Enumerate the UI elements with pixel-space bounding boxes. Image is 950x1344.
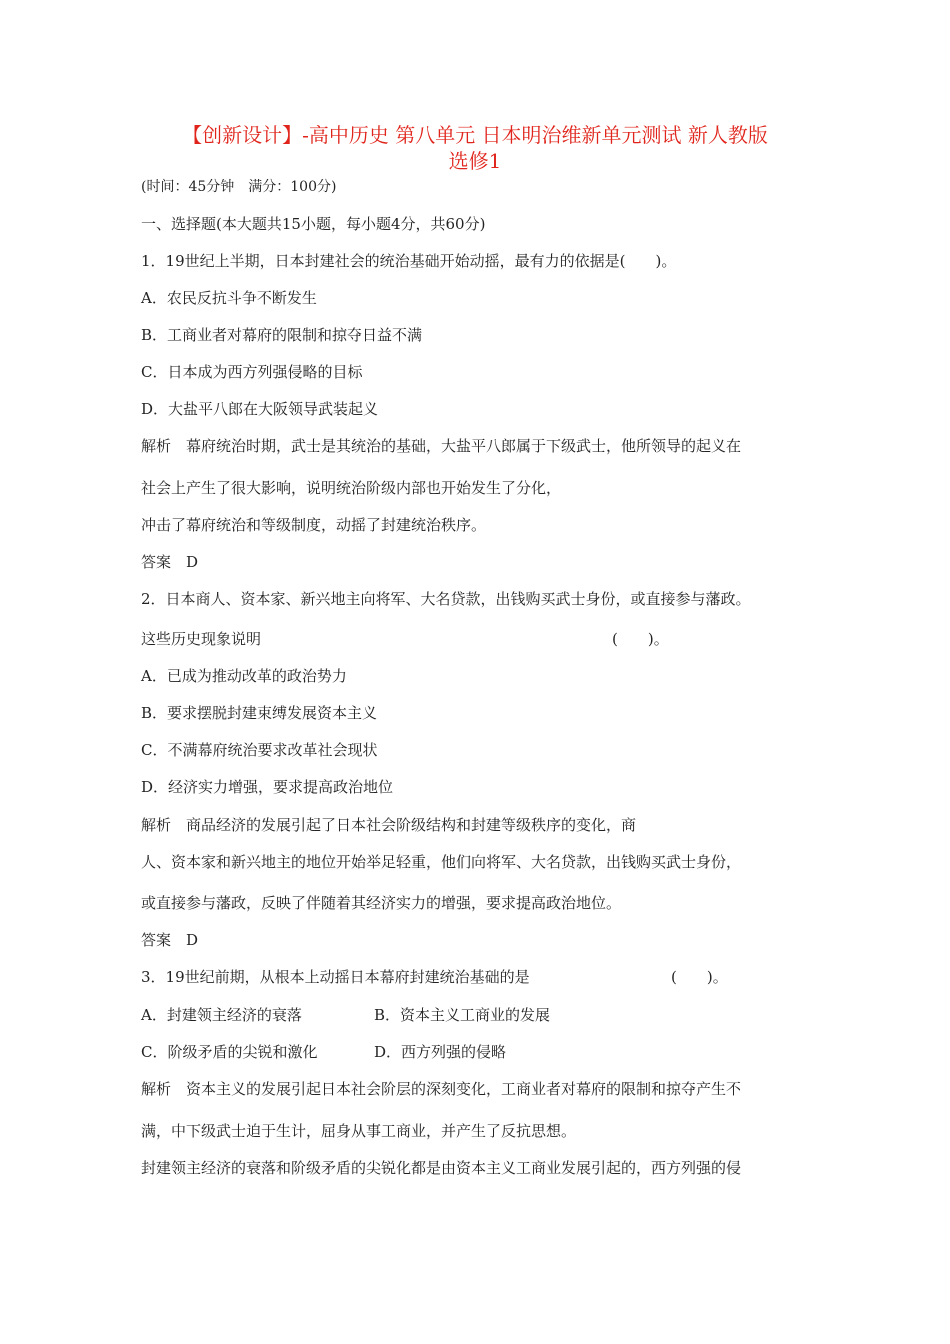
- option-d: D．经济实力增强，要求提高政治地位: [141, 778, 394, 796]
- analysis-line: 或直接参与藩政，反映了伴随着其经济实力的增强，要求提高政治地位。: [141, 894, 622, 912]
- analysis-line: 解析 幕府统治时期，武士是其统治的基础，大盐平八郎属于下级武士，他所领导的起义在: [141, 437, 742, 455]
- answer: 答案 D: [141, 553, 199, 571]
- answer-bracket: ( )。: [671, 968, 728, 986]
- option-c: C．日本成为西方列强侵略的目标: [141, 363, 363, 381]
- document-title-line-1: 【创新设计】-高中历史 第八单元 日本明治维新单元测试 新人教版: [182, 123, 768, 147]
- option-c: C．阶级矛盾的尖锐和激化: [141, 1043, 318, 1061]
- question-stem: 1．19世纪上半期，日本封建社会的统治基础开始动摇，最有力的依据是( )。: [141, 252, 677, 270]
- analysis-line: 封建领主经济的衰落和阶级矛盾的尖锐化都是由资本主义工商业发展引起的，西方列强的侵: [141, 1159, 742, 1177]
- analysis-line: 满，中下级武士迫于生计，屈身从事工商业，并产生了反抗思想。: [141, 1122, 577, 1140]
- option-b: B．资本主义工商业的发展: [374, 1006, 551, 1024]
- option-d: D．西方列强的侵略: [374, 1043, 507, 1061]
- question-stem: 2．日本商人、资本家、新兴地主向将军、大名贷款，出钱购买武士身份，或直接参与藩政。: [141, 590, 751, 608]
- analysis-line: 解析 商品经济的发展引起了日本社会阶级结构和封建等级秩序的变化，商: [141, 816, 637, 834]
- option-b: B．要求摆脱封建束缚发展资本主义: [141, 704, 378, 722]
- analysis-line: 人、资本家和新兴地主的地位开始举足轻重，他们向将军、大名贷款，出钱购买武士身份，: [141, 853, 742, 871]
- analysis-line: 冲击了幕府统治和等级制度，动摇了封建统治秩序。: [141, 516, 487, 534]
- option-c: C．不满幕府统治要求改革社会现状: [141, 741, 378, 759]
- option-a: A．农民反抗斗争不断发生: [141, 289, 317, 307]
- document-title-line-2: 选修1: [448, 149, 502, 173]
- exam-meta: (时间：45分钟 满分：100分): [141, 179, 337, 195]
- option-a: A．已成为推动改革的政治势力: [141, 667, 347, 685]
- option-d: D．大盐平八郎在大阪领导武装起义: [141, 400, 379, 418]
- answer: 答案 D: [141, 931, 199, 949]
- question-stem-line-2: 这些历史现象说明: [141, 630, 262, 648]
- section-header: 一、选择题(本大题共15小题，每小题4分，共60分): [141, 215, 486, 233]
- analysis-line: 解析 资本主义的发展引起日本社会阶层的深刻变化，工商业者对幕府的限制和掠夺产生不: [141, 1080, 742, 1098]
- option-a: A．封建领主经济的衰落: [141, 1006, 302, 1024]
- analysis-line: 社会上产生了很大影响，说明统治阶级内部也开始发生了分化，: [141, 479, 562, 497]
- answer-bracket: ( )。: [612, 630, 669, 648]
- question-stem: 3．19世纪前期，从根本上动摇日本幕府封建统治基础的是: [141, 968, 530, 986]
- option-b: B．工商业者对幕府的限制和掠夺日益不满: [141, 326, 423, 344]
